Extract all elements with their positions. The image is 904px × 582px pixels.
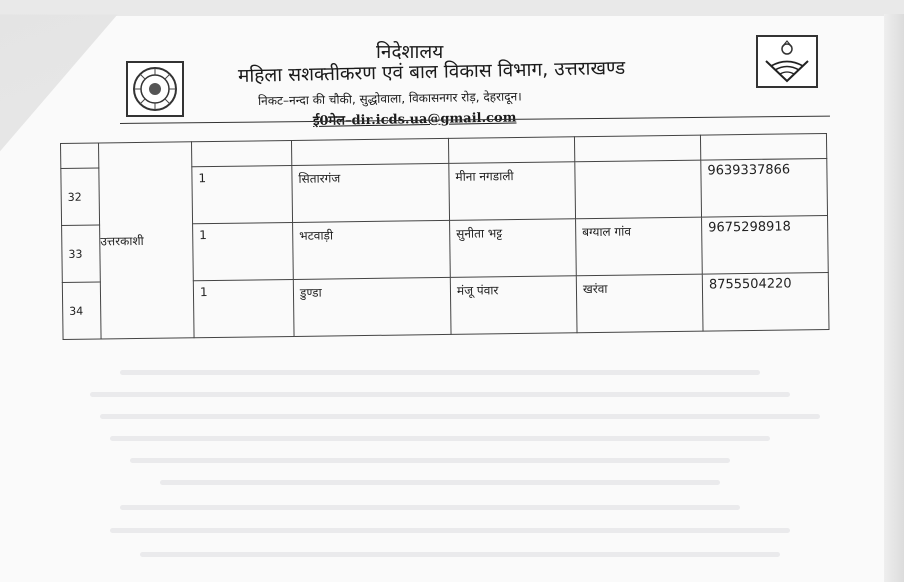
table-cell <box>448 137 574 164</box>
phone-cell: 8755504220 <box>702 272 829 331</box>
bleed-through-line <box>110 528 790 533</box>
seal-emblem-icon <box>126 61 184 117</box>
district-cell: उत्तरकाशी <box>99 142 195 339</box>
contact-table <box>60 133 829 343</box>
bleed-through-line <box>140 552 780 557</box>
office-title: निदेशालय <box>376 41 444 63</box>
serial-number: 34 <box>62 282 101 339</box>
phone-cell: 9639337866 <box>701 158 828 217</box>
village-cell: खरंवा <box>576 274 703 333</box>
table-cell <box>291 138 448 165</box>
count-cell: 1 <box>193 279 294 337</box>
scan-top-band <box>0 0 904 16</box>
table-cell <box>574 135 700 162</box>
department-name: महिला सशक्तीकरण एवं बाल विकास विभाग, उत्तराखण्ड <box>237 56 626 87</box>
village-cell <box>575 160 702 219</box>
count-cell: 1 <box>193 222 294 280</box>
scan-right-edge <box>884 14 904 582</box>
bleed-through-line <box>120 370 760 375</box>
name-cell: मंजू पंवार <box>450 276 577 335</box>
table-cell <box>191 140 291 166</box>
bleed-through-line <box>160 480 720 485</box>
bleed-through-line <box>100 414 820 419</box>
name-cell: मीना नगडाली <box>449 162 576 221</box>
office-address: निकट–नन्दा की चौकी, सुद्धोवाला, विकासनगर रोड़, देहरादून। <box>257 89 522 108</box>
bleed-through-line <box>130 458 730 463</box>
office-email: ई0मेल–dir.icds.ua@gmail.com <box>312 110 517 129</box>
block-cell: डुण्डा <box>293 277 451 336</box>
serial-number: 33 <box>62 225 101 282</box>
serial-number: 32 <box>61 168 100 225</box>
phone-cell: 9675298918 <box>702 215 829 274</box>
block-cell: भटवाड़ी <box>293 220 451 279</box>
village-cell: बग्याल गांव <box>576 217 703 276</box>
block-cell: सितारगंज <box>292 163 450 222</box>
count-cell: 1 <box>192 165 293 223</box>
bleed-through-line <box>110 436 770 441</box>
table-cell <box>61 143 99 168</box>
table-cell <box>700 133 826 160</box>
uttarakhand-emblem-icon <box>756 35 818 88</box>
name-cell: सुनीता भट्ट <box>450 219 577 278</box>
bleed-through-line <box>120 505 740 510</box>
bleed-through-line <box>90 392 790 397</box>
